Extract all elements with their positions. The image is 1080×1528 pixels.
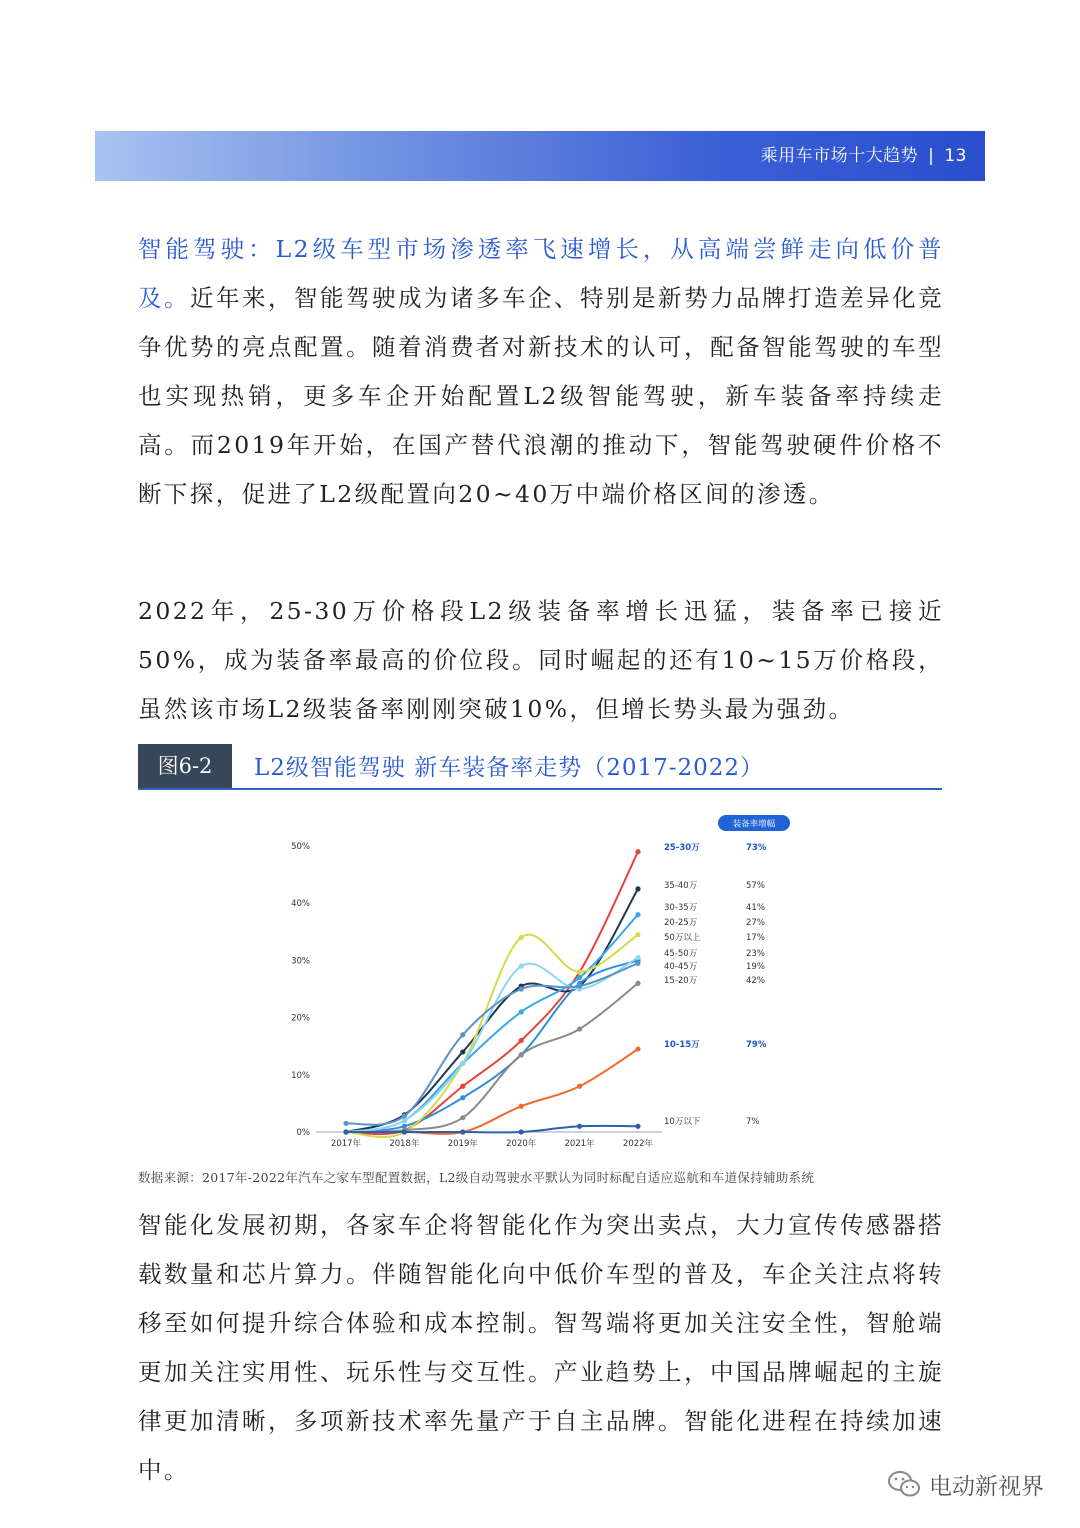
y-tick-label: 20% <box>291 1013 310 1024</box>
series-growth: 7% <box>746 1117 760 1127</box>
data-point <box>460 1129 465 1134</box>
x-tick-label: 2017年 <box>330 1139 362 1149</box>
data-point <box>460 1061 465 1066</box>
series-label: 50万以上 <box>664 933 701 943</box>
data-point <box>460 1095 465 1100</box>
data-source-note: 数据来源：2017年-2022年汽车之家车型配置数据，L2级自动驾驶水平默认为同时标配自适应巡航和车道保持辅助系统 <box>138 1170 815 1185</box>
series-label: 20-25万 <box>664 918 698 928</box>
data-point <box>577 984 582 989</box>
figure-title-bar <box>138 744 942 790</box>
y-tick-label: 10% <box>291 1070 310 1081</box>
series-label: 45-50万 <box>664 949 698 959</box>
series-label: 10万以下 <box>664 1117 701 1127</box>
data-point <box>635 1124 640 1129</box>
figure-caption: L2级智能驾驶 新车装备率走势（2017-2022） <box>254 755 765 781</box>
paragraph-outlook: 智能化发展初期，各家车企将智能化作为突出卖点，大力宣传传感器搭载数量和芯片算力。伴随智能化向中低价车型的普及，车企关注点将转移至如何提升综合体验和成本控制。智驾端将更加关注安全性，智舱端更加关注实用性、玩乐性与交互性。产业趋势上，中国品牌崛起的主旋律更加清晰，多项新技术率先量产于自主品牌。智能化进程在持续加速中。 <box>138 1211 944 1484</box>
series-label: 15-20万 <box>664 976 698 986</box>
series-growth: 57% <box>746 881 765 891</box>
data-point <box>635 912 640 917</box>
data-point <box>519 1104 524 1109</box>
wechat-icon <box>887 1469 921 1499</box>
y-tick-label: 30% <box>291 956 310 967</box>
series-growth: 17% <box>746 933 765 943</box>
series-growth: 73% <box>746 843 767 853</box>
data-point <box>635 961 640 966</box>
data-point <box>343 1129 348 1134</box>
l2-penetration-chart <box>270 810 810 1160</box>
chart-svg <box>270 810 810 1160</box>
legend-badge-label: 装备率增幅 <box>732 819 776 830</box>
data-point <box>519 1009 524 1014</box>
data-point <box>577 969 582 974</box>
series-label: 30-35万 <box>664 903 698 913</box>
data-point <box>635 886 640 891</box>
data-point <box>519 1038 524 1043</box>
x-tick-label: 2021年 <box>564 1139 595 1149</box>
series-line <box>346 983 638 1132</box>
series-line <box>346 958 638 1132</box>
series-line <box>346 963 638 1125</box>
series-growth: 79% <box>746 1040 767 1050</box>
x-tick-label: 2022年 <box>622 1139 654 1149</box>
figure-tag: 图6-2 <box>138 744 232 788</box>
y-tick-label: 0% <box>296 1128 310 1138</box>
page-number: 13 <box>944 146 967 166</box>
series-line <box>346 960 638 1132</box>
data-point <box>402 1113 407 1118</box>
data-point <box>635 981 640 986</box>
data-point <box>519 1052 524 1057</box>
series-growth: 41% <box>746 903 765 913</box>
data-point <box>343 1121 348 1126</box>
paragraph-2022: 2022年，25-30万价格段L2级装备率增长迅猛，装备率已接近50%，成为装备率最高的价位段。同时崛起的还有10~15万价格段，虽然该市场L2级装备率刚刚突破10%，但增长势头最为强劲。 <box>138 597 944 723</box>
page-header <box>95 131 985 181</box>
series-label: 35-40万 <box>664 881 698 891</box>
paragraph-intro <box>138 225 944 519</box>
header-separator: | <box>928 146 935 166</box>
series-growth: 19% <box>746 962 765 972</box>
data-point <box>577 1124 582 1129</box>
x-tick-label: 2018年 <box>389 1139 420 1149</box>
data-point <box>519 935 524 940</box>
header-text <box>761 131 967 181</box>
series-label: 40-45万 <box>664 962 698 972</box>
data-point <box>460 1049 465 1054</box>
y-tick-label: 50% <box>291 842 310 852</box>
header-title: 乘用车市场十大趋势 <box>760 146 919 166</box>
y-tick-label: 40% <box>291 899 310 910</box>
series-label: 10-15万 <box>664 1040 700 1050</box>
data-point <box>635 955 640 960</box>
x-tick-label: 2019年 <box>447 1139 478 1149</box>
data-point <box>460 1032 465 1037</box>
x-tick-label: 2020年 <box>506 1139 537 1149</box>
series-growth: 27% <box>746 918 765 928</box>
data-point <box>460 1115 465 1120</box>
data-point <box>635 932 640 937</box>
data-point <box>577 975 582 980</box>
watermark <box>887 1466 1044 1502</box>
intro-highlight: 智能驾驶：L2级车型市场渗透率飞速增长，从高端尝鲜走向低价普及。 <box>138 235 944 312</box>
data-point <box>519 1129 524 1134</box>
data-point <box>635 1046 640 1051</box>
data-point <box>460 1084 465 1089</box>
series-growth: 42% <box>746 976 765 986</box>
data-point <box>402 1118 407 1123</box>
series-label: 25-30万 <box>664 843 700 853</box>
data-point <box>577 1084 582 1089</box>
intro-body: 近年来，智能驾驶成为诸多车企、特别是新势力品牌打造差异化竞争优势的亮点配置。随着消费者对新技术的认可，配备智能驾驶的车型也实现热销，更多车企开始配置L2级智能驾驶，新车装备率持续走高。而2019年开始，在国产替代浪潮的推动下，智能驾驶硬件价格不断下探，促进了L2级配置向20~40万中端价格区间的渗透。 <box>138 284 944 508</box>
data-point <box>519 986 524 991</box>
data-point <box>402 1129 407 1134</box>
data-point <box>577 1026 582 1031</box>
watermark-text: 电动新视界 <box>929 1473 1044 1500</box>
data-point <box>635 849 640 854</box>
data-point <box>519 964 524 969</box>
series-growth: 23% <box>746 949 765 959</box>
